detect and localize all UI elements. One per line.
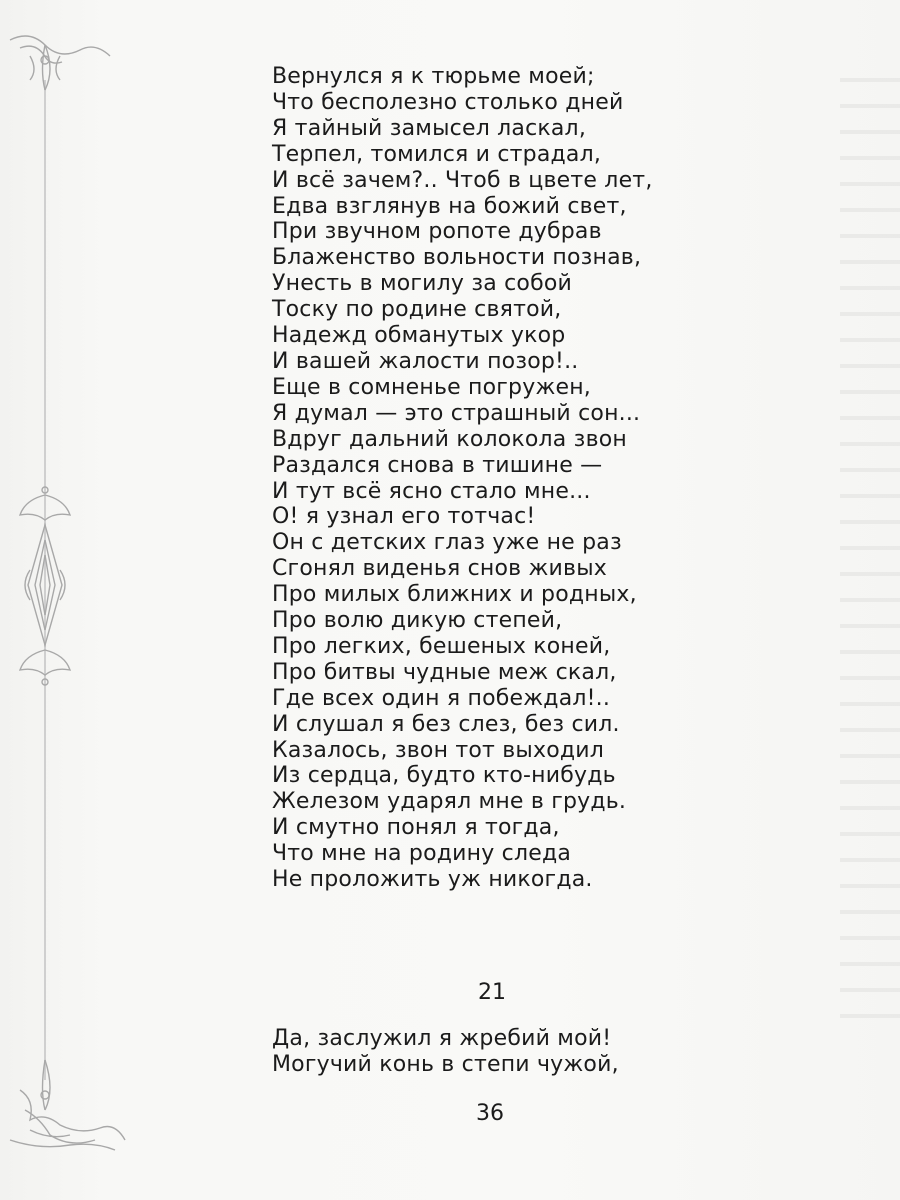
poem-line: При звучном ропоте дубрав: [272, 219, 602, 245]
poem-stanza-next: [272, 1026, 832, 1078]
poem-line: Едва взглянув на божий свет,: [272, 193, 627, 219]
poem-line: Я тайный замысел ласкал,: [272, 115, 587, 141]
poem-line: Казалось, звон тот выходил: [272, 737, 605, 763]
poem-line: И вашей жалости позор!..: [272, 348, 579, 374]
ornament-border-decoration: [0, 0, 140, 1200]
poem-line: Железом ударял мне в грудь.: [272, 789, 627, 815]
page-number: 36: [476, 1101, 504, 1126]
poem-line: Что мне на родину следа: [272, 841, 572, 867]
poem-line: Тоску по родине святой,: [272, 297, 562, 323]
poem-line: И всё зачем?.. Чтоб в цвете лет,: [272, 167, 653, 193]
poem-line: О! я узнал его тотчас!: [272, 504, 536, 530]
poem-line: Вдруг дальний колокола звон: [272, 426, 627, 452]
poem-line: Да, заслужил я жребий мой!: [272, 1026, 612, 1051]
poem-line: Вернулся я к тюрьме моей;: [272, 64, 595, 89]
section-number: 21: [478, 980, 506, 1005]
poem-line: Я думал — это страшный сон...: [272, 400, 641, 426]
poem-line: И слушал я без слез, без сил.: [272, 711, 620, 737]
poem-line: Еще в сомненье погружен,: [272, 374, 591, 400]
bleed-through-text: [840, 60, 900, 1020]
poem-line: И смутно понял я тогда,: [272, 815, 560, 841]
poem-line: Где всех один я побеждал!..: [272, 685, 611, 711]
middle-diamond-ornament-icon: [20, 487, 70, 685]
poem-line: Он с детских глаз уже не раз: [272, 530, 622, 556]
poem-line: Раздался снова в тишине —: [272, 452, 603, 478]
poem-line: Терпел, томился и страдал,: [272, 141, 602, 167]
top-corner-ornament-icon: [10, 36, 110, 90]
poem-line: Унесть в могилу за собой: [272, 271, 572, 297]
poem-line: И тут всё ясно стало мне...: [272, 478, 591, 504]
poem-line: Из сердца, будто кто-нибудь: [272, 763, 616, 789]
poem-line: Про битвы чудные меж скал,: [272, 659, 617, 685]
poem-line: Про легких, бешеных коней,: [272, 633, 611, 659]
poem-stanza: [272, 64, 832, 893]
bottom-corner-ornament-icon: [10, 1060, 125, 1150]
poem-line: Блаженство вольности познав,: [272, 245, 642, 271]
poem-line: Про волю дикую степей,: [272, 608, 563, 634]
poem-line: Про милых ближних и родных,: [272, 582, 637, 608]
poem-line: Могучий конь в степи чужой,: [272, 1051, 619, 1077]
poem-line: Сгонял виденья снов живых: [272, 556, 608, 582]
poem-line: Не проложить уж никогда.: [272, 867, 593, 893]
poem-line: Что бесполезно столько дней: [272, 89, 624, 115]
poem-line: Надежд обманутых укор: [272, 323, 566, 349]
